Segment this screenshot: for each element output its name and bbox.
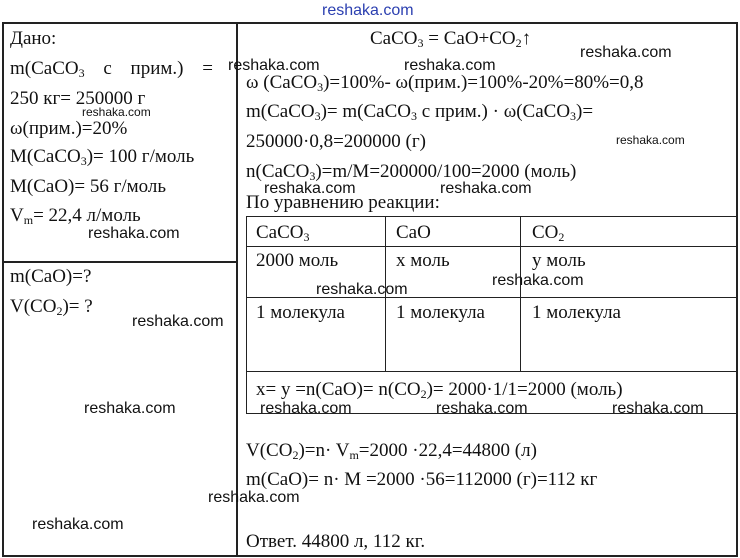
given-molar-caco3: M(CaCO$_3$)= 100 г/моль	[10, 146, 195, 168]
solution-x-y: $x= y =n(CaO)= n(CO_2)= 2000\cdot 1/1=2000$ (моль)	[256, 379, 623, 401]
watermark-top: reshaka.com	[322, 2, 414, 19]
divider-vertical	[236, 22, 238, 556]
watermark: reshaka.com	[436, 400, 528, 417]
watermark: reshaka.com	[208, 489, 300, 506]
given-mass-impure: m(CaCO$_3$ с прим.) =	[10, 58, 213, 80]
frame-top	[2, 22, 738, 24]
table-header-caco3: CaCO$_3$	[256, 222, 310, 244]
watermark: reshaka.com	[616, 133, 685, 147]
table-header-cao: CaO	[396, 222, 431, 243]
given-mass-value: 250 кг= 250000 г	[10, 88, 146, 109]
given-molar-volume: $V_m= 22,4$ л/моль	[10, 205, 141, 227]
watermark: reshaka.com	[260, 400, 352, 417]
table-row3	[246, 371, 738, 372]
watermark: reshaka.com	[404, 57, 496, 74]
solution-mass-cao: m(CaO)= n· M =2000 ·56=112000 (г)=112 кг	[246, 469, 598, 490]
watermark: reshaka.com	[612, 400, 704, 417]
frame-bottom	[2, 555, 738, 557]
solution-moles: n(CaCO$_3$)=m/M=200000/100=2000 (моль)	[246, 161, 577, 183]
table-header-co2: $CO_2$	[532, 222, 565, 244]
find-mass-cao: m(CaO)=?	[10, 266, 92, 287]
solution-mass-pure: m(CaCO$_3$)= m(CaCO$_3$ с прим.) · ω(CaCO$_3$)=	[246, 101, 594, 123]
solution-answer: Ответ. 44800 л, 112 кг.	[246, 531, 426, 552]
table-row1	[246, 246, 738, 247]
table-col2	[520, 216, 521, 372]
watermark: reshaka.com	[32, 516, 124, 533]
find-volume-co2: $V(CO_2)=$ ?	[10, 296, 93, 318]
reaction-equation: CaCO$_3$ = $CaO+CO_2↑$	[370, 28, 532, 50]
watermark: reshaka.com	[228, 57, 320, 74]
table-cell-r2c1: 1 молекула	[256, 302, 345, 323]
solution-by-equation: По уравнению реакции:	[246, 192, 440, 213]
watermark: reshaka.com	[82, 105, 151, 119]
table-cell-r1c1: 2000 моль	[256, 250, 339, 271]
table-cell-r2c2: 1 молекула	[396, 302, 485, 323]
table-left	[246, 216, 247, 414]
frame-right	[736, 22, 738, 556]
watermark: reshaka.com	[316, 281, 408, 298]
table-cell-r1c2: х моль	[396, 250, 450, 271]
watermark: reshaka.com	[88, 225, 180, 242]
given-impurity: ω(прим.)=20%	[10, 118, 128, 139]
watermark: reshaka.com	[580, 44, 672, 61]
divider-given-find	[2, 261, 237, 263]
watermark: reshaka.com	[84, 400, 176, 417]
watermark: reshaka.com	[264, 180, 356, 197]
solution-volume: $V(CO_2)=n\cdot V_m=2000 \cdot 22,4=44800$ (л)	[246, 440, 537, 462]
solution-purity: ω (CaCO$_3$)=100%- ω(прим.)=100%-20%=80%=0,8	[246, 72, 644, 94]
watermark: reshaka.com	[492, 272, 584, 289]
watermark: reshaka.com	[440, 180, 532, 197]
frame-left	[2, 22, 4, 556]
table-top	[246, 216, 738, 217]
solution-mass-result: 250000·0,8=200000 (г)	[246, 131, 426, 152]
given-molar-cao: M(CaO)= 56 г/моль	[10, 176, 167, 197]
table-cell-r1c3: у моль	[532, 250, 586, 271]
table-cell-r2c3: 1 молекула	[532, 302, 621, 323]
watermark: reshaka.com	[132, 313, 224, 330]
given-heading: Дано:	[10, 28, 57, 49]
